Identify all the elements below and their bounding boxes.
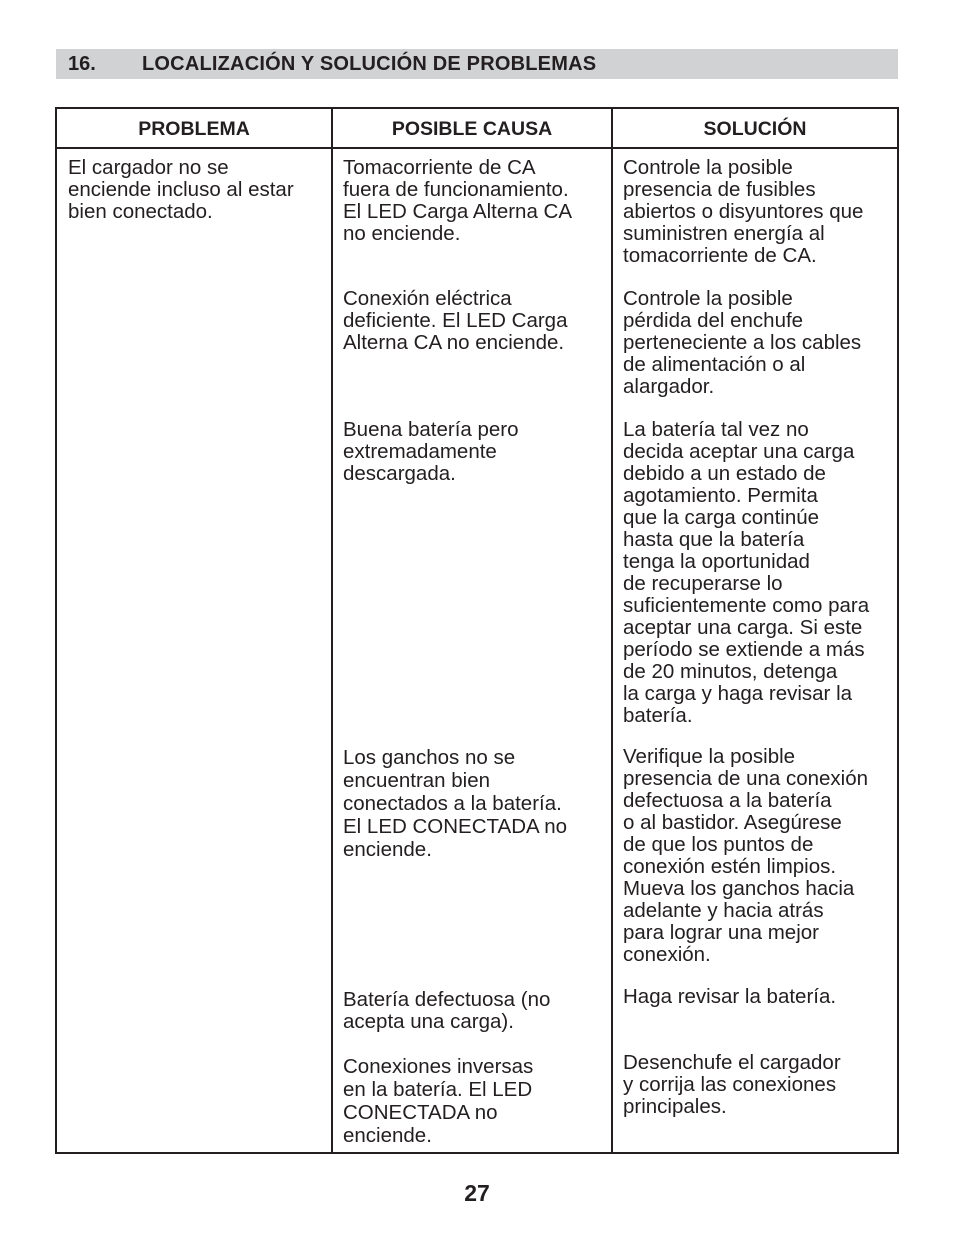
section-heading <box>56 49 898 79</box>
cause-cell: Tomacorriente de CA fuera de funcionamiento. El LED Carga Alterna CA no enciende. <box>343 156 573 245</box>
cause-cell: Buena batería pero extremadamente descargada. <box>343 418 519 485</box>
solution-cell: Controle la posible presencia de fusibles abiertos o disyuntores que suministren energía al tomacorriente de CA. <box>623 156 864 267</box>
solution-cell: Haga revisar la batería. <box>623 985 837 1008</box>
header-cause: POSIBLE CAUSA <box>391 118 553 140</box>
section-number: 16. <box>68 53 96 75</box>
problem-cell: El cargador no se enciende incluso al estar bien conectado. <box>68 156 294 223</box>
solution-cell: Desenchufe el cargador y corrija las conexiones principales. <box>623 1051 841 1118</box>
cause-cell: Los ganchos no se encuentran bien conectados a la batería. El LED CONECTADA no enciende. <box>343 746 568 861</box>
section-title: LOCALIZACIÓN Y SOLUCIÓN DE PROBLEMAS <box>142 53 597 75</box>
header-solution: SOLUCIÓN <box>703 118 807 140</box>
solution-cell: Verifique la posible presencia de una conexión defectuosa a la batería o al bastidor. Asegúrese de que los puntos de conexión estén limpios. Mueva los ganchos hacia adelante y hacia atrás para lograr una mejor conexión. <box>623 745 869 966</box>
solution-cell: Controle la posible pérdida del enchufe perteneciente a los cables de alimentación o al alargador. <box>623 287 862 398</box>
solution-cell: La batería tal vez no decida aceptar una carga debido a un estado de agotamiento. Permita que la carga continúe hasta que la batería tenga la oportunidad de recuperarse lo suficientemente como para aceptar una carga. Si este período se extiende a más de 20 minutos, detenga la carga y haga revisar la batería. <box>623 418 870 727</box>
cause-cell: Conexiones inversas en la batería. El LED CONECTADA no enciende. <box>343 1055 534 1147</box>
page-number: 27 <box>464 1180 490 1206</box>
column-divider <box>611 109 613 1152</box>
cause-cell: Conexión eléctrica deficiente. El LED Carga Alterna CA no enciende. <box>343 287 568 354</box>
troubleshooting-table <box>55 107 899 1154</box>
header-problem: PROBLEMA <box>138 118 250 140</box>
header-divider <box>57 147 897 149</box>
cause-cell: Batería defectuosa (no acepta una carga). <box>343 988 551 1033</box>
column-divider <box>331 109 333 1152</box>
